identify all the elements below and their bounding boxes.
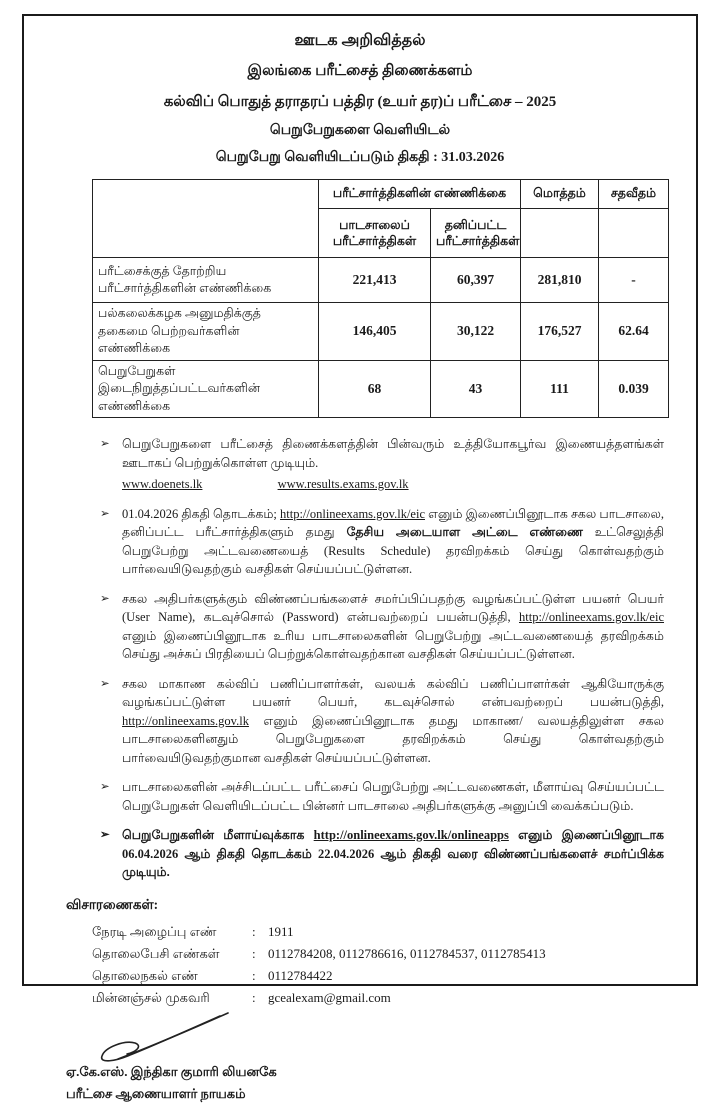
email-label: மின்னஞ்சல் முகவரி: [92, 989, 210, 1005]
signatory-name: ஏ.கே.எஸ். இந்திகா குமாரி லியனகே: [66, 1063, 277, 1079]
bullet-text: பெறுபேறுகளின் மீளாய்வுக்காக: [122, 828, 314, 842]
fax-number: 0112784422: [268, 967, 333, 983]
bullet-arrow-icon: ➢: [100, 677, 110, 690]
cell-value: 60,397: [431, 258, 521, 303]
cell-value: 146,405: [319, 303, 431, 361]
empty-cell: [521, 209, 599, 258]
table-row: [93, 258, 669, 303]
link-onlineexams-eic[interactable]: http://onlineexams.gov.lk/eic: [280, 506, 425, 521]
bullet-text: பாடசாலைகளின் அச்சிடப்பட்ட பரீட்சைப் பெறுபேற்று அட்டவணைகள், மீளாய்வு செய்யப்பட்ட பெறுபேறுகள் வெளியிடப்பட்ட பின்னர் பாடசாலை அதிபர்களுக்கு அனுப்பி வைக்கப்படும்.: [122, 780, 664, 813]
bullet-rescrutiny-applications: [100, 826, 664, 882]
department-name: இலங்கை பரீட்சைத் திணைக்களம்: [247, 63, 473, 79]
release-date-line: பெறுபேறு வெளியிடப்படும் திகதி : 31.03.2026: [215, 150, 505, 165]
contact-row-hotline: [92, 924, 696, 941]
bullet-arrow-icon: ➢: [100, 829, 110, 841]
cell-value: 111: [521, 360, 599, 418]
bullet-principals-download: [100, 590, 664, 664]
bullet-arrow-icon: ➢: [100, 592, 110, 605]
cell-value: -: [599, 258, 669, 303]
separator: :: [252, 923, 256, 939]
table-row: [93, 303, 669, 361]
link-results-exams[interactable]: www.results.exams.gov.lk: [277, 477, 409, 491]
col-header-private-candidates: தனிப்பட்ட பரீட்சார்த்திகள்: [431, 209, 521, 258]
bullet-text: உட்செலுத்தி பெறுபேற்று அட்டவணையைத் (Results Schedule) தரவிறக்கம் செய்து கொள்வதற்கும் பார்வையிடுவதற்கும் வசதிகள் செய்யப்பட்டுள்ளன.: [122, 525, 664, 576]
separator: :: [252, 989, 256, 1005]
link-onlineapps[interactable]: http://onlineexams.gov.lk/onlineapps: [313, 828, 509, 842]
inquiries-section: [66, 897, 696, 1007]
row-label-sat-candidates: பரீட்சைக்குத் தோற்றிய பரீட்சார்த்திகளின் எண்ணிக்கை: [93, 258, 319, 303]
cell-value: 281,810: [521, 258, 599, 303]
telephone-label: தொலைபேசி எண்கள்: [92, 945, 220, 961]
col-header-candidates-count: பரீட்சார்த்திகளின் எண்ணிக்கை: [319, 180, 521, 209]
exam-name: கல்விப் பொதுத் தராதரப் பத்திர (உயர் தர)ப் பரீட்சை – 2025: [163, 94, 557, 110]
link-onlineexams-eic[interactable]: http://onlineexams.gov.lk/eic: [519, 610, 664, 624]
col-header-total: மொத்தம்: [521, 180, 599, 209]
signature-icon: [88, 1012, 238, 1064]
bullet-text: எனும் இணைப்பினூடாக தமது மாகாண/ வலயத்திலுள்ள சகல பாடசாலைகளினதும் பெறுபேறுகளை தரவிறக்கம் செய்து கொள்வதற்கும் பார்வையிடுவதற்குமான வசதிகள் செய்யப்பட்டுள்ளன.: [122, 713, 664, 765]
bullet-text: எனும் இணைப்பினூடாக உரிய பாடசாலைகளின் பெறுபேற்று அட்டவணையைத் தரவிறக்கம் செய்து அச்சுப் பிரதியைப் பெற்றுக்கொள்வதற்கான வசதிகள் செய்யப்பட்டுள்ளன.: [122, 628, 664, 661]
bullet-text: சகல மாகாண கல்விப் பணிப்பாளர்கள், வலயக் கல்விப் பணிப்பாளர்கள் ஆகியோருக்கு வழங்கப்பட்டுள்ள பயனர் பெயர், கடவுச்சொல் என்பவற்றைப் பயன்படுத்தி,: [122, 676, 664, 709]
nic-number-emphasis: தேசிய அடையாள அட்டை எண்ணை: [346, 525, 583, 539]
cell-value: 30,122: [431, 303, 521, 361]
signature-block: [66, 1012, 696, 1103]
contact-row-email: [92, 990, 696, 1007]
col-header-percentage: சதவீதம்: [599, 180, 669, 209]
hotline-label: நேரடி அழைப்பு எண்: [92, 923, 217, 939]
email-address: gcealexam@gmail.com: [268, 989, 391, 1005]
hotline-number: 1911: [268, 923, 294, 939]
table-corner-cell: [93, 180, 319, 258]
notes-section: [100, 435, 664, 882]
bullet-candidate-download: [100, 505, 664, 579]
separator: :: [252, 967, 256, 983]
results-release-subtitle: பெறுபேறுகளை வெளியிடல்: [269, 123, 451, 138]
link-onlineexams[interactable]: http://onlineexams.gov.lk: [122, 713, 249, 728]
bullet-text: சகல அதிபர்களுக்கும் விண்ணப்பங்களைச் சமர்ப்பிப்பதற்கு வழங்கப்பட்டுள்ள பயனர் பெயர் (User Name), கடவுச்சொல் (Password) என்பவற்றைப் பயன்படுத்தி,: [122, 591, 664, 624]
cell-value: 176,527: [521, 303, 599, 361]
bullet-text: 01.04.2026 திகதி தொடக்கம்;: [122, 506, 280, 521]
inquiries-heading: விசாரணைகள்:: [66, 896, 159, 912]
bullet-text: பெறுபேறுகளை பரீட்சைத் திணைக்களத்தின் பின்வரும் உத்தியோகபூர்வ இணையத்தளங்கள் ஊடாகப் பெற்றுக்கொள்ள முடியும்.: [122, 437, 664, 470]
bullet-printed-schedules: [100, 778, 664, 815]
bullet-text: எனும் இணைப்பினூடாக சகல பாடசாலை, தனிப்பட்ட பரீட்சார்த்திகளும் தமது: [122, 506, 664, 539]
contact-row-fax: [92, 968, 696, 985]
telephone-numbers: 0112784208, 0112786616, 0112784537, 0112785413: [268, 945, 546, 961]
cell-value: 43: [431, 360, 521, 418]
contact-row-telephone: [92, 946, 696, 963]
col-header-school-candidates: பாடசாலைப் பரீட்சார்த்திகள்: [319, 209, 431, 258]
bullet-arrow-icon: ➢: [100, 781, 110, 793]
bullet-arrow-icon: ➢: [100, 438, 110, 450]
document-page: [22, 14, 698, 1101]
link-doenets[interactable]: www.doenets.lk: [122, 477, 203, 491]
cell-value: 0.039: [599, 360, 669, 418]
bullet-arrow-icon: ➢: [100, 507, 110, 520]
bullet-official-websites: [100, 435, 664, 494]
row-label-withheld-results: பெறுபேறுகள் இடைநிறுத்தப்பட்டவர்களின் எண்ணிக்கை: [93, 360, 319, 418]
document-header: [24, 31, 696, 167]
fax-label: தொலைநகல் எண்: [92, 967, 198, 983]
signatory-designation: பரீட்சை ஆணையாளர் நாயகம்: [66, 1085, 246, 1101]
empty-cell: [599, 209, 669, 258]
media-announcement-title: ஊடக அறிவித்தல்: [294, 32, 426, 49]
separator: :: [252, 945, 256, 961]
table-row: [93, 360, 669, 418]
cell-value: 68: [319, 360, 431, 418]
bullet-directors-download: [100, 675, 664, 768]
results-statistics-table: [92, 179, 669, 418]
row-label-university-eligible: பல்கலைக்கழக அனுமதிக்குத் தகைமை பெற்றவர்களின் எண்ணிக்கை: [93, 303, 319, 361]
bullet-text: எனும் இணைப்பினூடாக 06.04.2026 ஆம் திகதி தொடக்கம் 22.04.2026 ஆம் திகதி வரை விண்ணப்பங்களைச் சமர்ப்பிக்க முடியும்.: [122, 828, 664, 879]
cell-value: 221,413: [319, 258, 431, 303]
cell-value: 62.64: [599, 303, 669, 361]
